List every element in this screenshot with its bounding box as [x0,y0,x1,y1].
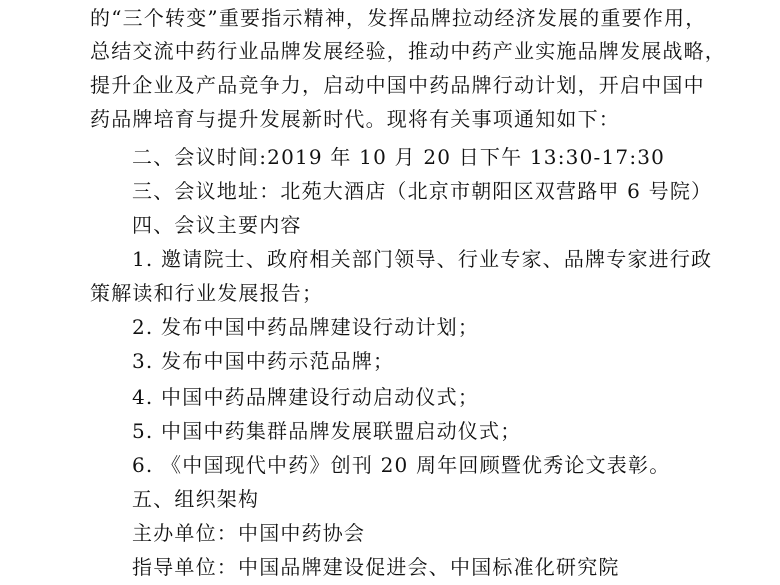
content-item-3: 3. 发布中国中药示范品牌； [132,349,395,373]
content-heading: 四、会议主要内容 [132,213,302,237]
content-item-5: 5. 中国中药集群品牌发展联盟启动仪式； [132,419,522,443]
intro-line-1: 的“三个转变”重要指示精神，发挥品牌拉动经济发展的重要作用， [90,6,707,30]
content-item-6: 6. 《中国现代中药》创刊 20 周年回顾暨优秀论文表彰。 [132,453,671,477]
meeting-address: 三、会议地址：北苑大酒店（北京市朝阳区双营路甲 6 号院） [132,179,713,203]
content-item-4: 4. 中国中药品牌建设行动启动仪式； [132,385,480,409]
host-unit: 主办单位：中国中药协会 [132,521,366,545]
intro-line-2: 总结交流中药行业品牌发展经验，推动中药产业实施品牌发展战略， [90,39,726,63]
meeting-time: 二、会议时间:2019 年 10 月 20 日下午 13:30-17:30 [132,145,666,169]
guide-unit: 指导单位：中国品牌建设促进会、中国标准化研究院 [132,555,620,579]
content-item-1: 1. 邀请院士、政府相关部门领导、行业专家、品牌专家进行政 [132,247,713,271]
org-heading: 五、组织架构 [132,487,260,511]
intro-line-3: 提升企业及产品竞争力，启动中国中药品牌行动计划，开启中国中 [90,73,705,97]
content-item-1-continuation: 策解读和行业发展报告； [90,281,324,305]
intro-line-4: 药品牌培育与提升发展新时代。现将有关事项通知如下： [90,107,620,131]
content-item-2: 2. 发布中国中药品牌建设行动计划； [132,315,480,339]
